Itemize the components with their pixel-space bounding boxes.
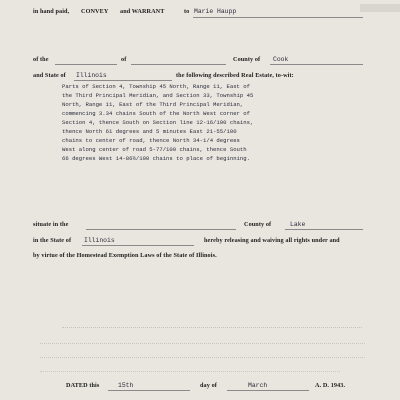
bleed-line-3 [40,357,365,361]
grantee-name: Marie Haupp [194,7,237,15]
day-of-label: day of [200,382,217,389]
dated-this-label: DATED this [66,382,100,389]
legal-line-8: West along center of road 5-77/100 chains, thence South [62,146,247,153]
state-value-2: Illinois [84,236,115,244]
situate-label: situate in the [33,221,69,228]
month-rule [227,390,309,391]
releasing-label: hereby releasing and waiving all rights under and [204,237,340,244]
in-hand-paid-label: in hand paid, [33,8,70,15]
homestead-label: by virtue of the Homestead Exemption Laws of the State of Illinois. [33,252,217,259]
corner-stamp [360,4,400,12]
of-label: of [121,56,127,63]
grantee-rule [193,17,363,18]
to-label: to [184,8,190,15]
signature-impression [155,290,161,304]
ad-year-label: A. D. 1943. [315,382,346,389]
bleed-line-4 [40,371,340,375]
bleed-line-2 [40,343,365,347]
legal-line-6: thence North 61 degrees and 5 minutes East 21-55/100 [62,128,237,135]
legal-line-5: Section 4, thence South on Section line 12-16/100 chains, [62,119,254,126]
in-the-state-of-label: in the State of [33,237,72,244]
and-state-of-label: and State of [33,72,66,79]
county-value-2: Lake [290,220,306,228]
bleed-line-1 [62,327,362,331]
legal-line-3: North, Range 11, East of the Third Principal Meridian, [62,101,244,108]
of-rule [131,64,226,65]
following-label: the following described Real Estate, to-wit: [176,72,294,79]
state-rule-2 [82,245,194,246]
county-rule-2 [285,229,363,230]
of-the-label: of the [33,56,49,63]
legal-line-4: commencing 3.34 chains South of the North West corner of [62,110,250,117]
state-rule [74,80,172,81]
legal-line-7: chains to center of road, thence North 34-1/4 degrees [62,137,240,144]
day-rule [108,390,190,391]
county-of-label: County of [233,56,261,63]
day-value: 15th [118,381,134,389]
county-rule [270,64,363,65]
convey-label: CONVEY [81,8,109,15]
legal-line-9: 66 degrees West 14-86½/100 chains to place of beginning. [62,155,250,162]
legal-line-2: the Third Principal Meridian, and Section 33, Township 45 [62,92,254,99]
of-the-rule [55,64,117,65]
situate-rule [86,229,236,230]
month-value: March [248,381,268,389]
county-value: Cook [273,55,289,63]
and-warrant-label: and WARRANT [120,8,165,15]
legal-line-1: Parts of Section 4, Township 45 North, Range 11, East of [62,83,250,90]
state-value: Illinois [76,71,107,79]
county-of-label-2: County of [244,221,272,228]
